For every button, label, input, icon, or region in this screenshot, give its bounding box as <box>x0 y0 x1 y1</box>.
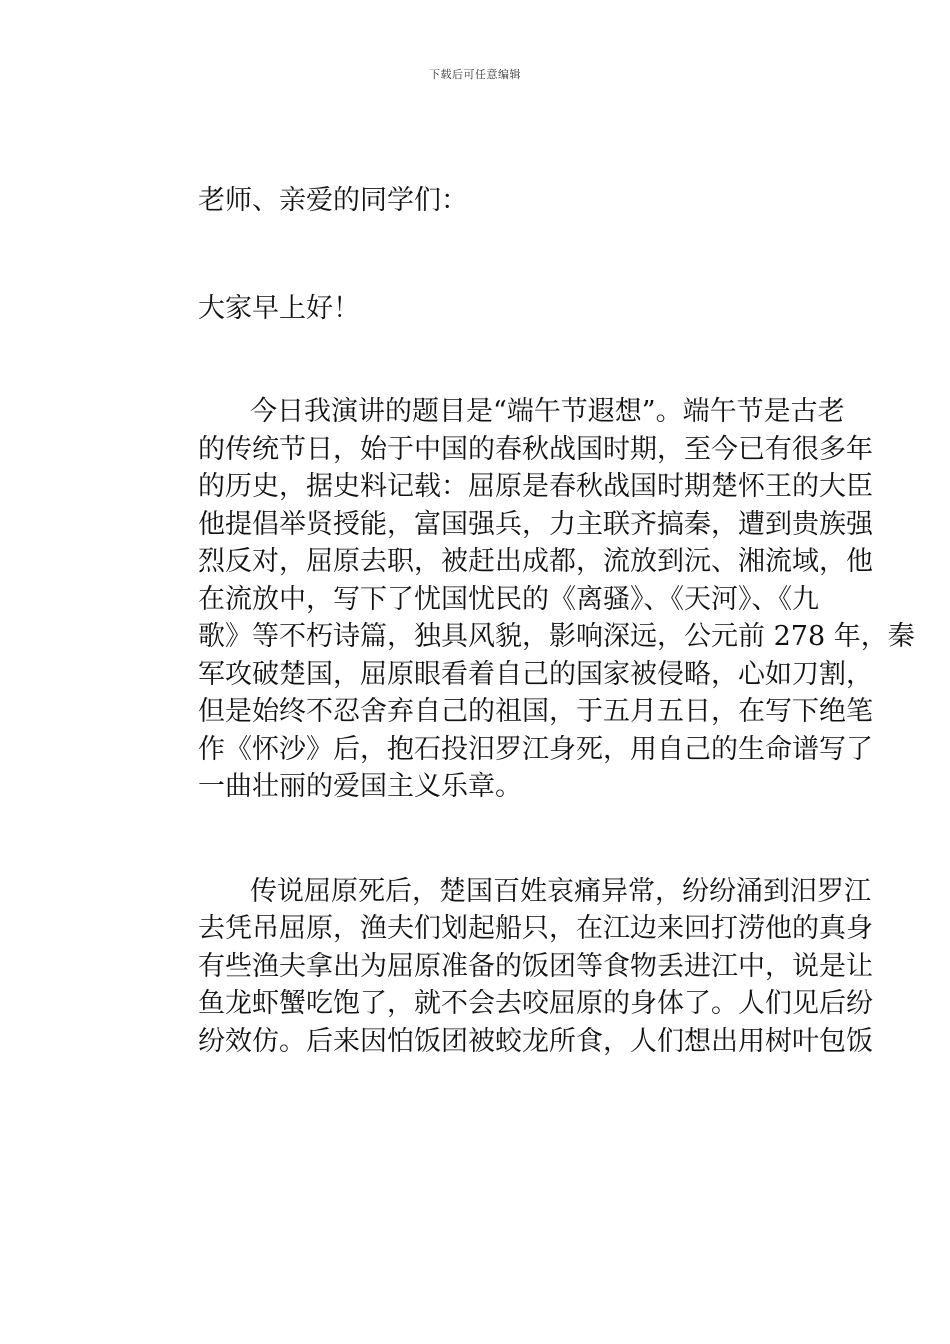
paragraph-line: 纷效仿。后来因怕饭团被蛟龙所食，人们想出用树叶包饭 <box>198 1025 873 1057</box>
header-note: 下载后可任意编辑 <box>429 68 521 81</box>
paragraph-line: 他提倡举贤授能，富国强兵，力主联齐搞秦，遭到贵族强 <box>198 508 873 540</box>
paragraph-line: 的历史，据史料记载：屈原是春秋战国时期楚怀王的大臣 <box>198 471 873 502</box>
greeting: 大家早上好！ <box>198 292 360 324</box>
paragraph-line: 一曲壮丽的爱国主义乐章。 <box>198 771 522 802</box>
spacer <box>146 220 811 290</box>
paragraph-line: 今日我演讲的题目是“端午节遐想”。端午节是古老 <box>250 396 845 427</box>
paragraph-legend <box>146 873 873 1061</box>
paragraph-line: 军攻破楚国，屈原眼看着自己的国家被侵略，心如刀割， <box>198 658 873 690</box>
paragraph-line: 鱼龙虾蟹吃饱了，就不会去咬屈原的身体了。人们见后纷 <box>198 988 873 1019</box>
paragraph-dragon-boat-origin <box>146 393 915 806</box>
paragraph-line: 烈反对，屈原去职，被赶出成都，流放到沅、湘流域，他 <box>198 546 873 577</box>
document-body <box>146 182 915 1060</box>
salutation: 老师、亲爱的同学们： <box>198 185 468 216</box>
paragraph-line: 但是始终不忍舍弃自己的祖国，于五月五日，在写下绝笔 <box>198 696 873 727</box>
paragraph-line: 传说屈原死后，楚国百姓哀痛异常，纷纷涌到汨罗江 <box>250 875 871 907</box>
paragraph-line: 去凭吊屈原，渔夫们划起船只，在江边来回打涝他的真身 <box>198 913 873 944</box>
spacer <box>146 327 811 393</box>
paragraph-line: 歌》等不朽诗篇，独具风貌，影响深远，公元前 278 年，秦 <box>198 621 915 652</box>
paragraph-line: 作《怀沙》后，抱石投汨罗江身死，用自己的生命谱写了 <box>198 733 873 765</box>
paragraph-line: 有些渔夫拿出为屈原准备的饭团等食物丢进江中，说是让 <box>198 950 873 982</box>
paragraph-line: 的传统节日，始于中国的春秋战国时期，至今已有很多年 <box>198 433 873 465</box>
spacer <box>146 806 811 873</box>
paragraph-line: 在流放中，写下了忧国忧民的《离骚》、《天河》、《九 <box>198 583 819 615</box>
